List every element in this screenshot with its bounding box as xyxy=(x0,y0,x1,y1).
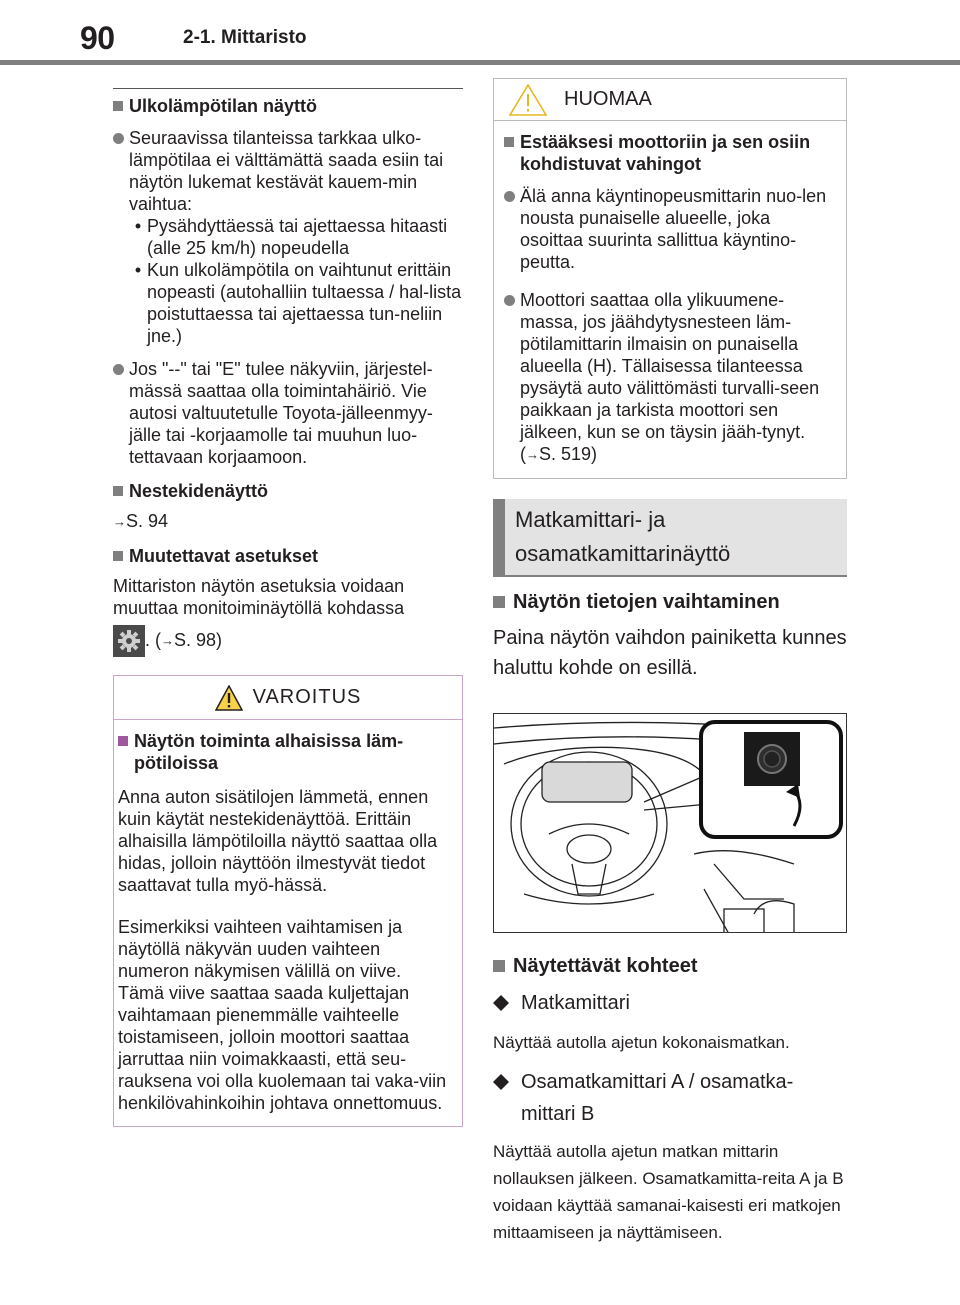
notice-title: HUOMAA xyxy=(564,88,652,110)
outdoor-temp-item-1 xyxy=(113,127,463,347)
right-column xyxy=(493,78,847,1246)
settings-heading: Muutettavat asetukset xyxy=(113,545,463,567)
square-bullet-icon xyxy=(118,736,128,746)
warning-title: VAROITUS xyxy=(252,686,362,708)
dot-bullet-icon xyxy=(504,191,515,202)
square-bullet-icon xyxy=(113,486,123,496)
warning-sub-heading: Näytön toiminta alhaisissa läm-pötiloissa xyxy=(118,730,448,774)
switch-heading: Näytön tietojen vaihtaminen xyxy=(493,589,847,615)
warning-para-1: Anna auton sisätilojen lämmetä, ennen kuin käytät nestekidenäyttöä. Erittäin alhaisilla lämpötiloilla näyttö saattaa olla hidas, jolloin näyttöön ilmestyvät tiedot saattavat tulla myö-hässä. xyxy=(118,787,438,895)
notice-item-2: Moottori saattaa olla ylikuumene-massa, jos jäähdytysnesteen läm-pötilamittarin ilmaisin on punaisella alueella (H). Tällaisessa tilanteessa pysäytä auto välittömästi turvalli-seen paikkaan ja tarkista moottori sen jälkeen, kun se on täysin jääh-tynyt. (→S. 519) xyxy=(504,289,836,466)
notice-box xyxy=(493,78,847,479)
lcd-ref: →S. 94 xyxy=(113,511,169,531)
section-title: 2-1. Mittaristo xyxy=(183,27,307,48)
notice-header xyxy=(494,79,846,121)
items-heading: Näytettävät kohteet xyxy=(493,953,847,979)
switch-text: Paina näytön vaihdon painiketta kunnes haluttu kohde on esillä. xyxy=(493,627,847,679)
left-column xyxy=(113,88,463,1127)
gear-icon xyxy=(113,625,145,657)
dot-bullet-icon xyxy=(113,364,124,375)
steering-wheel-illustration xyxy=(494,714,847,933)
sub-bullet: • Pysähdyttäessä tai ajettaessa hitaasti (alle 25 km/h) nopeudella xyxy=(134,216,448,258)
square-bullet-icon xyxy=(113,551,123,561)
outdoor-temp-heading: Ulkolämpötilan näyttö xyxy=(113,95,463,117)
dot-bullet-icon xyxy=(113,133,124,144)
arrow-icon: → xyxy=(526,447,539,462)
square-bullet-icon xyxy=(493,596,505,608)
header-rule xyxy=(0,60,960,65)
grey-section-title: Matkamittari- ja osamatkamittarinäyttö xyxy=(493,499,847,577)
notice-sub-heading: Estääksesi moottoriin ja sen osiin kohdistuvat vahingot xyxy=(504,131,836,175)
lcd-heading: Nestekidenäyttö xyxy=(113,480,463,502)
item-text: Seuraavissa tilanteissa tarkkaa ulko-lämpötilaa ei välttämättä saada esiin tai näytön lukemat kestävät kauem-min vaihtua: xyxy=(129,128,444,214)
warning-triangle-icon xyxy=(215,685,243,711)
trip-title: Osamatkamittari A / osamatka-mittari B xyxy=(493,1066,847,1130)
square-bullet-icon xyxy=(504,137,514,147)
settings-ref: . (→S. 98) xyxy=(113,625,463,657)
notice-triangle-icon xyxy=(508,83,548,117)
section-rule xyxy=(113,88,463,89)
page-number: 90 xyxy=(80,20,115,56)
arrow-icon: → xyxy=(113,514,126,529)
square-bullet-icon xyxy=(493,960,505,972)
warning-para-2: Esimerkiksi vaihteen vaihtamisen ja näytöllä näkyvän uuden vaihteen numeron näkymisen välillä on viive. Tämä viive saattaa saada kuljettajan vaihtamaan pienemmälle vaihteelle toistamiseen, jolloin moottori saattaa jarruttaa niin voimakkaasti, että seu-rauksena voi olla kuolemaan tai vaka-viin henkilövahinkoihin johtava onnettomuus. xyxy=(118,917,447,1113)
settings-text: Mittariston näytön asetuksia voidaan muuttaa monitoiminäytöllä kohdassa xyxy=(113,576,405,618)
trip-text: Näyttää autolla ajetun matkan mittarin nollauksen jälkeen. Osamatkamitta-reita A ja B voidaan käyttää samanai-kaisesti eri matkojen mittaamiseen ja näyttämiseen. xyxy=(493,1142,844,1242)
odo-text: Näyttää autolla ajetun kokonaismatkan. xyxy=(493,1033,790,1052)
square-bullet-icon xyxy=(113,101,123,111)
sub-bullet: • Kun ulkolämpötila on vaihtunut erittäin nopeasti (autohalliin tultaessa / hal-lista poistuttaessa tai ajettaessa tun-neliin jne.) xyxy=(134,260,462,346)
diamond-bullet-icon xyxy=(493,987,521,1021)
warning-box xyxy=(113,675,463,1127)
dot-bullet-icon xyxy=(504,295,515,306)
outdoor-temp-item-2: Jos "--" tai "E" tulee näkyviin, järjestel-mässä saattaa olla toimintahäiriö. Vie autosi valtuutetulle Toyota-jälleenmyy-jälle tai -korjaamolle tai muuhun luo-tettavaan korjaamoon. xyxy=(113,358,463,468)
dashboard-illustration xyxy=(493,713,847,933)
notice-item-1: Älä anna käyntinopeusmittarin nuo-len nousta punaiselle alueelle, joka osoittaa suurinta sallittua käyntino-peutta. xyxy=(504,185,836,273)
diamond-bullet-icon xyxy=(493,1066,521,1130)
warning-header xyxy=(114,676,462,720)
odo-title: Matkamittari xyxy=(493,987,847,1021)
arrow-icon: → xyxy=(161,632,174,648)
